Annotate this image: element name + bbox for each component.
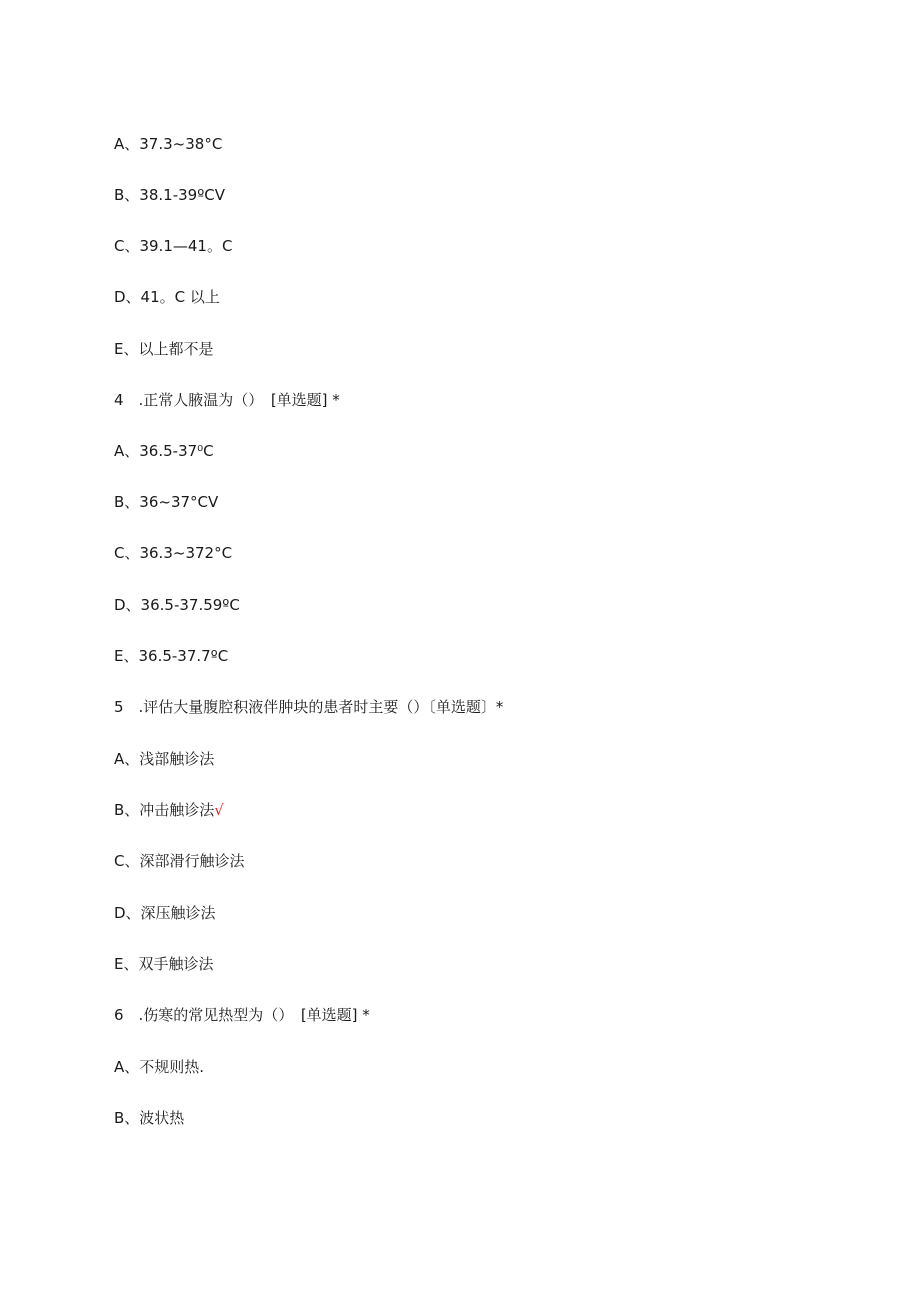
- question-6-title: 6 .伤寒的常见热型为（） [单选题] *: [114, 1006, 370, 1024]
- option-c-q4: C、36.3~372°C: [114, 544, 233, 562]
- option-b-q5: [114, 800, 224, 820]
- correct-answer-check-icon: √: [214, 801, 224, 819]
- option-a-q4: A、36.5-37⁰C: [114, 442, 214, 460]
- option-b-q5-text: B、冲击触诊法: [114, 801, 215, 819]
- option-d-q3: D、41。C 以上: [114, 288, 220, 306]
- option-b-q4: B、36~37°CV: [114, 493, 219, 511]
- option-d-q4: D、36.5-37.59ºC: [114, 596, 240, 614]
- option-b-q3: B、38.1-39ºCV: [114, 186, 225, 204]
- option-b-q6: B、波状热: [114, 1109, 185, 1127]
- option-a-q6: A、不规则热.: [114, 1058, 205, 1076]
- option-e-q4: E、36.5-37.7ºC: [114, 647, 229, 665]
- option-a-q5: A、浅部触诊法: [114, 750, 215, 768]
- question-5-title: 5 .评估大量腹腔积液伴肿块的患者时主要（）〔单选题〕*: [114, 698, 504, 716]
- option-e-q5: E、双手触诊法: [114, 955, 214, 973]
- option-d-q5: D、深压触诊法: [114, 904, 216, 922]
- option-c-q3: C、39.1—41。C: [114, 237, 233, 255]
- option-e-q3: E、以上都不是: [114, 340, 214, 358]
- option-c-q5: C、深部滑行触诊法: [114, 852, 245, 870]
- question-4-title: 4 .正常人腋温为（） [单选题] *: [114, 391, 340, 409]
- option-a-q3: A、37.3~38°C: [114, 135, 223, 153]
